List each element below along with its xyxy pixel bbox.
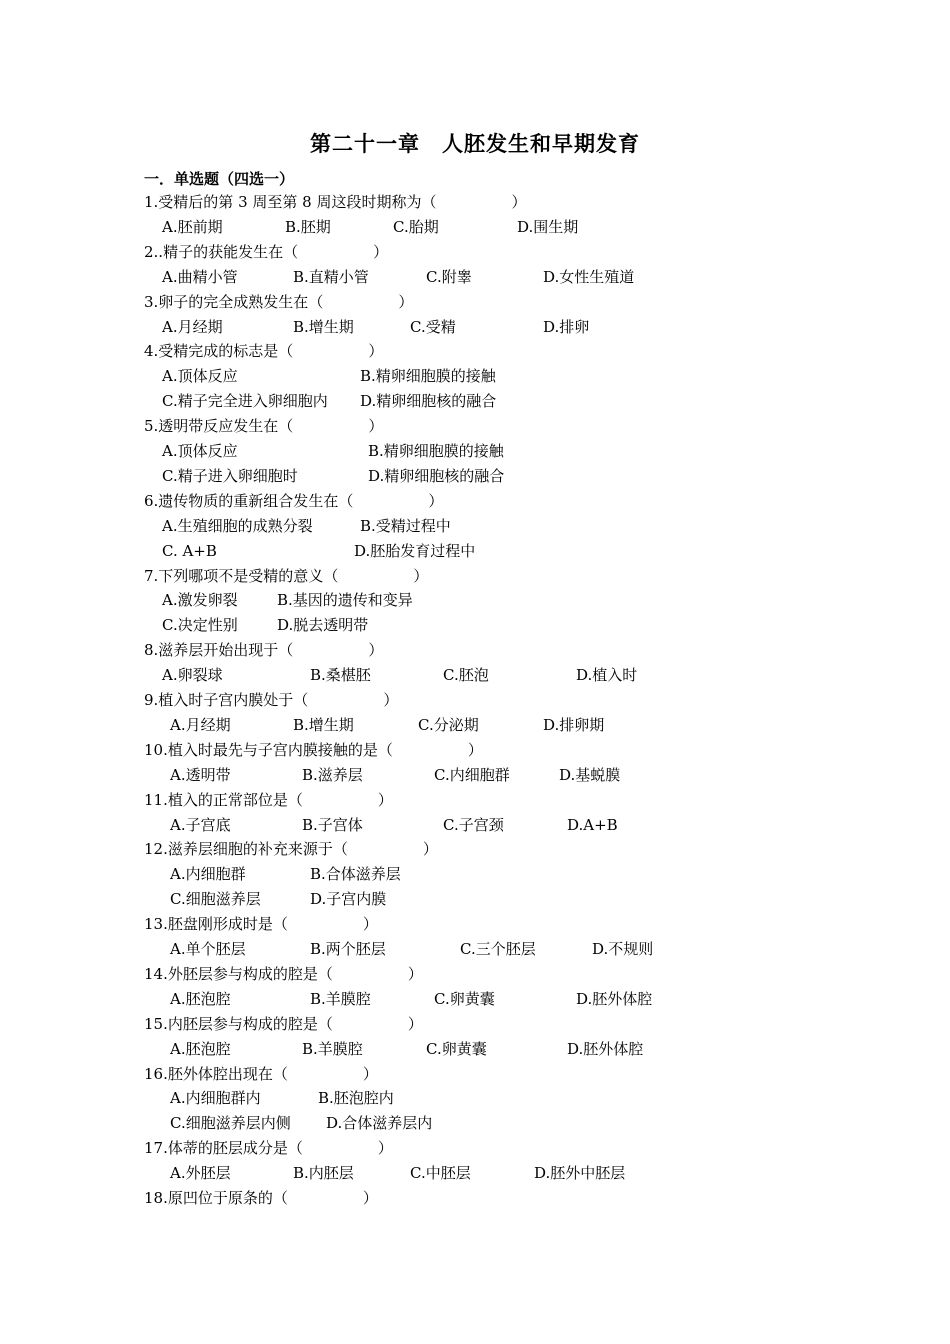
answer-option: D.胚外体腔 bbox=[567, 1039, 644, 1058]
answer-option: A.子宫底 bbox=[170, 815, 231, 834]
question-text: 6.遗传物质的重新组合发生在（ ） bbox=[144, 491, 444, 510]
option-row bbox=[0, 215, 950, 240]
question-text: 5.透明带反应发生在（ ） bbox=[144, 417, 384, 436]
answer-option: A.外胚层 bbox=[170, 1164, 231, 1183]
question-text: 10.植入时最先与子宫内膜接触的是（ ） bbox=[144, 740, 483, 759]
question-stem bbox=[0, 738, 950, 763]
answer-option: C.细胞滋养层 bbox=[170, 890, 261, 909]
option-row bbox=[0, 464, 950, 489]
question-text: 13.胚盘刚形成时是（ ） bbox=[144, 915, 378, 934]
answer-option: B.增生期 bbox=[293, 317, 354, 336]
answer-option: D.精卵细胞核的融合 bbox=[360, 392, 497, 411]
answer-option: A.胚泡腔 bbox=[170, 1039, 231, 1058]
answer-option: D.胚胎发育过程中 bbox=[354, 541, 476, 560]
question-text: 18.原凹位于原条的（ ） bbox=[144, 1189, 378, 1207]
question-stem bbox=[0, 912, 950, 937]
answer-option: D.胚外体腔 bbox=[576, 989, 653, 1008]
answer-option: C.精子进入卵细胞时 bbox=[162, 466, 298, 485]
answer-option: C.胎期 bbox=[393, 217, 439, 236]
answer-option: A.卵裂球 bbox=[162, 666, 223, 685]
answer-option: B.精卵细胞膜的接触 bbox=[368, 442, 504, 460]
question-text: 16.胚外体腔出现在（ ） bbox=[144, 1064, 378, 1083]
answer-option: D.不规则 bbox=[592, 940, 654, 958]
answer-option: C.卵黄囊 bbox=[426, 1039, 487, 1058]
question-stem bbox=[0, 339, 950, 364]
answer-option: D.围生期 bbox=[517, 217, 579, 236]
answer-option: D.A+B bbox=[567, 815, 618, 834]
option-row bbox=[0, 763, 950, 788]
answer-option: D.精卵细胞核的融合 bbox=[368, 466, 505, 485]
answer-option: B.增生期 bbox=[293, 715, 354, 734]
option-row bbox=[0, 389, 950, 414]
question-text: 9.植入时子宫内膜处于（ ） bbox=[144, 691, 399, 709]
answer-option: B.滋养层 bbox=[302, 765, 363, 784]
answer-option: C.胚泡 bbox=[443, 666, 489, 685]
question-text: 11.植入的正常部位是（ ） bbox=[144, 790, 393, 809]
answer-option: D.排卵期 bbox=[543, 715, 605, 734]
answer-option: C.分泌期 bbox=[418, 715, 479, 734]
section-heading: 一．单选题（四选一） bbox=[144, 170, 295, 188]
option-row bbox=[0, 439, 950, 464]
answer-option: D.女性生殖道 bbox=[543, 267, 635, 286]
option-row bbox=[0, 315, 950, 340]
question-text: 14.外胚层参与构成的腔是（ ） bbox=[144, 964, 423, 983]
question-stem bbox=[0, 788, 950, 813]
question-stem bbox=[0, 1012, 950, 1037]
answer-option: A.单个胚层 bbox=[170, 940, 246, 958]
option-row bbox=[0, 1037, 950, 1062]
answer-option: D.胚外中胚层 bbox=[534, 1164, 626, 1183]
question-text: 17.体蒂的胚层成分是（ ） bbox=[144, 1139, 393, 1158]
answer-option: A.内细胞群 bbox=[170, 865, 246, 884]
question-stem bbox=[0, 564, 950, 589]
question-stem bbox=[0, 290, 950, 315]
answer-option: A.透明带 bbox=[170, 765, 231, 784]
option-row bbox=[0, 613, 950, 638]
option-row bbox=[0, 887, 950, 912]
answer-option: B.两个胚层 bbox=[310, 940, 386, 958]
answer-option: A.生殖细胞的成熟分裂 bbox=[162, 516, 313, 535]
answer-option: C.细胞滋养层内侧 bbox=[170, 1114, 291, 1133]
question-stem bbox=[0, 688, 950, 713]
answer-option: C.受精 bbox=[410, 317, 456, 336]
answer-option: B.胚期 bbox=[285, 217, 331, 236]
answer-option: A.顶体反应 bbox=[162, 367, 238, 386]
answer-option: B.子宫体 bbox=[302, 815, 363, 834]
question-text: 2..精子的获能发生在（ ） bbox=[144, 242, 389, 261]
question-text: 4.受精完成的标志是（ ） bbox=[144, 342, 384, 361]
option-row bbox=[0, 987, 950, 1012]
answer-option: B.桑椹胚 bbox=[310, 666, 371, 685]
answer-option: D.排卵 bbox=[543, 317, 590, 336]
answer-option: C.卵黄囊 bbox=[434, 989, 495, 1008]
question-stem bbox=[0, 240, 950, 265]
question-stem bbox=[0, 837, 950, 862]
question-stem bbox=[0, 962, 950, 987]
answer-option: B.胚泡腔内 bbox=[318, 1089, 394, 1108]
option-row bbox=[0, 937, 950, 962]
option-row bbox=[0, 539, 950, 564]
question-stem bbox=[0, 1186, 950, 1211]
answer-option: D.植入时 bbox=[576, 666, 638, 685]
answer-option: A.月经期 bbox=[170, 715, 231, 734]
option-row bbox=[0, 1111, 950, 1136]
answer-option: B.合体滋养层 bbox=[310, 865, 401, 884]
question-stem bbox=[0, 190, 950, 215]
question-stem bbox=[0, 489, 950, 514]
answer-option: C.中胚层 bbox=[410, 1164, 471, 1183]
answer-option: C.附睾 bbox=[426, 267, 472, 286]
answer-option: D.子宫内膜 bbox=[310, 890, 387, 909]
answer-option: C.内细胞群 bbox=[434, 765, 510, 784]
page-title: 第二十一章 人胚发生和早期发育 bbox=[310, 132, 640, 156]
answer-option: D.合体滋养层内 bbox=[326, 1114, 433, 1133]
option-row bbox=[0, 813, 950, 838]
answer-option: D.基蜕膜 bbox=[559, 765, 621, 784]
answer-option: B.羊膜腔 bbox=[310, 989, 371, 1008]
answer-option: B.内胚层 bbox=[293, 1164, 354, 1183]
answer-option: C.子宫颈 bbox=[443, 815, 504, 834]
option-row bbox=[0, 364, 950, 389]
option-row bbox=[0, 862, 950, 887]
option-row bbox=[0, 265, 950, 290]
question-text: 8.滋养层开始出现于（ ） bbox=[144, 641, 384, 660]
answer-option: A.内细胞群内 bbox=[170, 1089, 261, 1108]
question-text: 1.受精后的第 3 周至第 8 周这段时期称为（ ） bbox=[144, 193, 527, 211]
option-row bbox=[0, 1161, 950, 1186]
answer-option: C.三个胚层 bbox=[460, 940, 536, 958]
answer-option: A.月经期 bbox=[162, 317, 223, 336]
question-stem bbox=[0, 414, 950, 439]
answer-option: C.决定性别 bbox=[162, 616, 238, 635]
option-row bbox=[0, 663, 950, 688]
option-row bbox=[0, 588, 950, 613]
option-row bbox=[0, 713, 950, 738]
question-text: 12.滋养层细胞的补充来源于（ ） bbox=[144, 840, 438, 859]
answer-option: B.精卵细胞膜的接触 bbox=[360, 367, 496, 386]
question-stem bbox=[0, 1136, 950, 1161]
answer-option: A.顶体反应 bbox=[162, 442, 238, 460]
question-text: 3.卵子的完全成熟发生在（ ） bbox=[144, 292, 414, 311]
answer-option: A.胚前期 bbox=[162, 217, 223, 236]
answer-option: A.胚泡腔 bbox=[170, 989, 231, 1008]
question-stem bbox=[0, 1062, 950, 1087]
question-text: 15.内胚层参与构成的腔是（ ） bbox=[144, 1014, 423, 1033]
option-row bbox=[0, 1086, 950, 1111]
answer-option: D.脱去透明带 bbox=[277, 616, 369, 635]
answer-option: B.基因的遗传和变异 bbox=[277, 591, 413, 610]
answer-option: B.直精小管 bbox=[293, 267, 369, 286]
option-row bbox=[0, 514, 950, 539]
answer-option: C. A+B bbox=[162, 541, 217, 560]
answer-option: A.激发卵裂 bbox=[162, 591, 238, 610]
answer-option: B.羊膜腔 bbox=[302, 1039, 363, 1058]
answer-option: A.曲精小管 bbox=[162, 267, 238, 286]
answer-option: C.精子完全进入卵细胞内 bbox=[162, 392, 328, 411]
question-text: 7.下列哪项不是受精的意义（ ） bbox=[144, 566, 429, 585]
question-stem bbox=[0, 638, 950, 663]
answer-option: B.受精过程中 bbox=[360, 516, 451, 535]
